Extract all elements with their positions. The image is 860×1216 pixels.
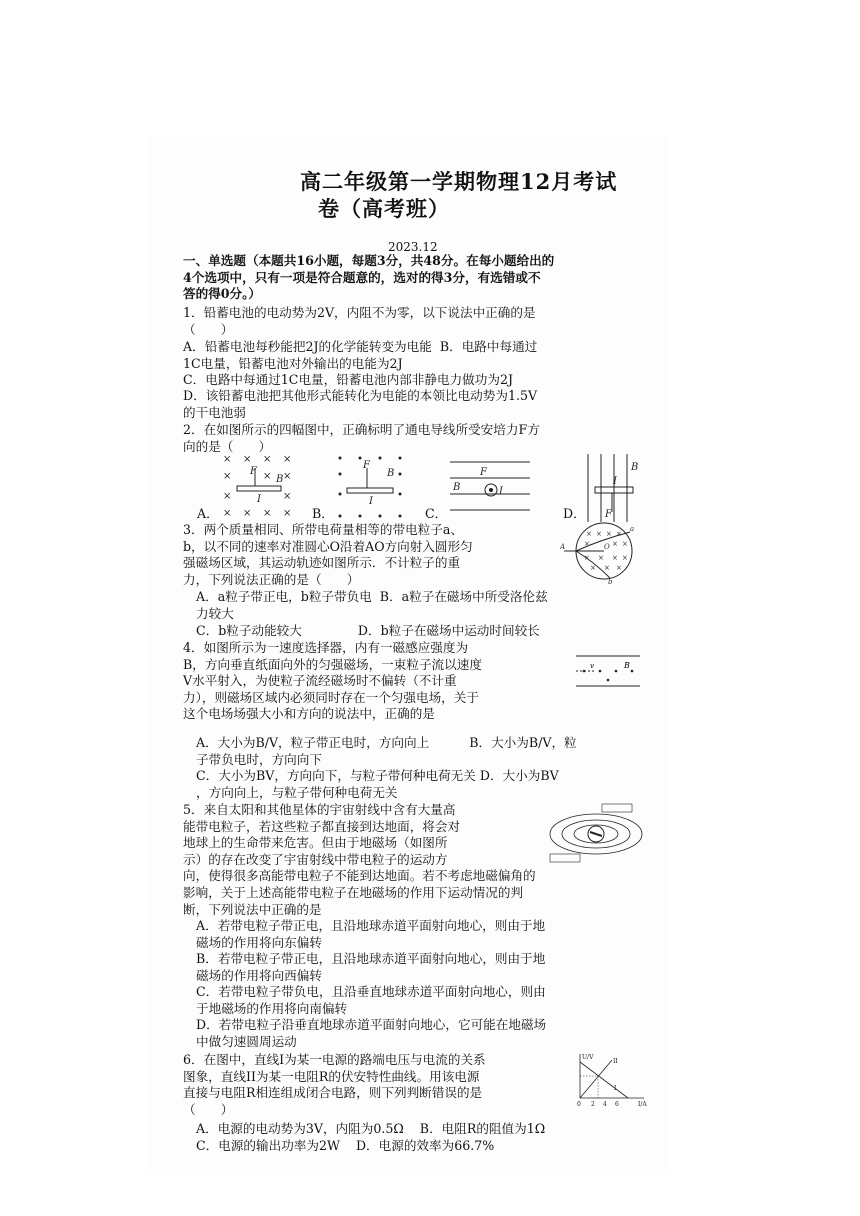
svg-text:U/V: U/V (582, 1054, 594, 1061)
svg-text:×: × (263, 508, 272, 519)
q5-option-d: D．若带电粒子沿垂直地球赤道平面射向地心，它可能在地磁场 中做匀速圆周运动 (196, 1017, 547, 1049)
svg-text:I: I (613, 476, 617, 487)
exam-title (300, 168, 617, 222)
svg-text:×: × (283, 508, 292, 519)
q5-option-a: A．若带电粒子带正电，且沿地球赤道平面射向地心，则由于地 磁场的作用将向东偏转 (196, 918, 546, 950)
svg-text:B: B (631, 462, 639, 473)
svg-text:I/A: I/A (638, 1101, 647, 1108)
svg-text:×: × (612, 554, 618, 562)
svg-text:×: × (223, 454, 232, 465)
svg-text:×: × (263, 454, 272, 465)
svg-text:×: × (263, 471, 272, 482)
q5-option-b: B．若带电粒子带正电，且沿地球赤道平面射向地心，则由于地 磁场的作用将向西偏转 (196, 951, 546, 983)
q2-label-c: C． (425, 506, 448, 521)
q3-stem: 3．两个质量相同、所带电荷量相等的带电粒子a、 b，以不同的速率对准圆心O沿着AO方向射入圆形匀 强磁场区域，其运动轨迹如图所示．不计粒子的重 力，下列说法正确的是（ ） (183, 522, 473, 587)
q6-stem: 6．在图中，直线I为某一电源的路端电压与电流的关系 图象，直线II为某一电阻R的伏安特性曲线。用该电源 直接与电阻R相连组成闭合电路，则下列判断错误的是 （ ） (183, 1052, 486, 1117)
svg-text:v: v (590, 662, 594, 670)
svg-text:6: 6 (615, 1101, 619, 1108)
q6-options-ab: A．电源的电动势为3V，内阻为0.5Ω B．电阻R的阻值为1Ω (196, 1121, 546, 1136)
svg-text:b: b (608, 578, 613, 584)
svg-text:×: × (243, 454, 252, 465)
title-line-2: 卷（高考班） (318, 196, 450, 221)
svg-text:×: × (223, 491, 232, 502)
svg-text:×: × (243, 508, 252, 519)
q2-stem: 2．在如图所示的四幅图中，正确标明了通电导线所受安培力F方 向的是（ ） (183, 422, 540, 454)
svg-text:×: × (598, 554, 604, 562)
q5-earth-field-figure (546, 802, 646, 864)
q6-ui-graph (572, 1052, 648, 1108)
svg-text:F: F (250, 466, 257, 477)
q1-stem: 1．铅蓄电池的电动势为2V，内阻不为零，以下说法中正确的是 （ ） (183, 305, 536, 337)
q3-options-ab: A．a粒子带正电，b粒子带负电 B．a粒子在磁场中所受洛伦兹 力较大 (196, 589, 548, 621)
q1-option-d: D．该铅蓄电池把其他形式能转化为电能的本领比电动势为1.5V 的干电池弱 (183, 388, 538, 420)
svg-text:F: F (363, 460, 370, 471)
svg-text:×: × (584, 540, 590, 548)
svg-text:×: × (622, 540, 628, 548)
q4-stem: 4．如图所示为一速度选择器，内有一磁感应强度为 B，方向垂直纸面向外的匀强磁场，一束粒子流以速度 V水平射入，为使粒子流经磁场时不偏转（不计重 力），则磁场区域内必须同时存在一个匀强电场，关于 这个电场场强大小和方向的说法中，正确的是 (183, 640, 482, 722)
svg-text:×: × (616, 564, 622, 572)
svg-text:B: B (624, 661, 630, 670)
svg-text:×: × (616, 530, 622, 538)
svg-text:×: × (604, 564, 610, 572)
svg-text:×: × (622, 554, 628, 562)
svg-text:B: B (387, 468, 395, 479)
svg-text:×: × (584, 554, 590, 562)
svg-text:B: B (453, 482, 461, 493)
q2-figure-c (450, 462, 530, 510)
svg-text:I: I (257, 494, 261, 505)
q4-options-cd: C．大小为BV，方向向下，与粒子带何种电荷无关 D．大小为BV ，方向向上，与粒子带何种电荷无关 (196, 768, 559, 800)
svg-text:a: a (630, 525, 635, 533)
svg-text:4: 4 (603, 1101, 607, 1108)
svg-text:×: × (606, 530, 612, 538)
q1-options-ab: A．铅蓄电池每秒能把2J的化学能转变为电能 B．电路中每通过 1C电量，铅蓄电池对外输出的电能为2J (183, 339, 538, 371)
q2-label-b: B． (312, 506, 334, 521)
q6-options-cd: C．电源的输出功率为2W D．电源的效率为66.7% (196, 1138, 495, 1153)
exam-date: 2023.12 (388, 240, 438, 254)
q3-figure (560, 520, 640, 584)
q1-option-c: C．电路中每通过1C电量，铅蓄电池内部非静电力做功为2J (183, 372, 514, 387)
svg-text:×: × (590, 564, 596, 572)
svg-text:0: 0 (577, 1101, 581, 1108)
svg-text:×: × (223, 471, 232, 482)
svg-text:I: I (614, 1085, 617, 1092)
svg-text:I: I (499, 486, 503, 497)
q2-label-d: D． (563, 506, 586, 521)
svg-text:×: × (596, 530, 602, 538)
svg-text:A: A (560, 543, 566, 551)
svg-text:I: I (369, 496, 373, 507)
svg-text:F: F (605, 509, 612, 520)
svg-text:2: 2 (591, 1101, 595, 1108)
svg-text:B: B (276, 474, 284, 485)
svg-text:II: II (613, 1058, 618, 1065)
section-heading: 一、单选题（本题共16小题，每题3分，共48分。在每小题给出的 4个选项中，只有一项是符合题意的，选对的得3分，有选错或不 答的得0分。） (183, 253, 555, 302)
svg-text:×: × (283, 471, 292, 482)
svg-text:×: × (223, 508, 232, 519)
q5-stem: 5．来自太阳和其他星体的宇宙射线中含有大量高 能带电粒子，若这些粒子都直接到达地面，将会对 地球上的生命带来危害。但由于地磁场（如图所 示）的存在改变了宇宙射线中带电粒子的运动方 向，使得很多高能带电粒子不能到达地面。若不考虑地磁偏角的 影响，关于上述高能带电粒子在地磁场的作用下运动情况的判 断，下列说法中正确的是 (183, 802, 536, 917)
svg-text:O: O (604, 543, 610, 551)
q4-options-ab: A．大小为B/V，粒子带正电时，方向向上 B．大小为B/V，粒 子带负电时，方向向下 (196, 735, 577, 767)
title-line-1: 高二年级第一学期物理12月考试 (300, 169, 618, 194)
svg-text:×: × (283, 454, 292, 465)
q5-option-c: C．若带电粒子带负电，且沿垂直地球赤道平面射向地心，则由 于地磁场的作用将向南偏转 (196, 984, 546, 1016)
q3-options-cd: C．b粒子动能较大 D．b粒子在磁场中运动时间较长 (196, 623, 540, 638)
q2-label-a: A． (197, 506, 219, 521)
svg-text:×: × (586, 530, 592, 538)
svg-text:F: F (480, 467, 487, 478)
svg-text:×: × (283, 491, 292, 502)
q4-figure (572, 652, 644, 692)
svg-text:×: × (612, 540, 618, 548)
